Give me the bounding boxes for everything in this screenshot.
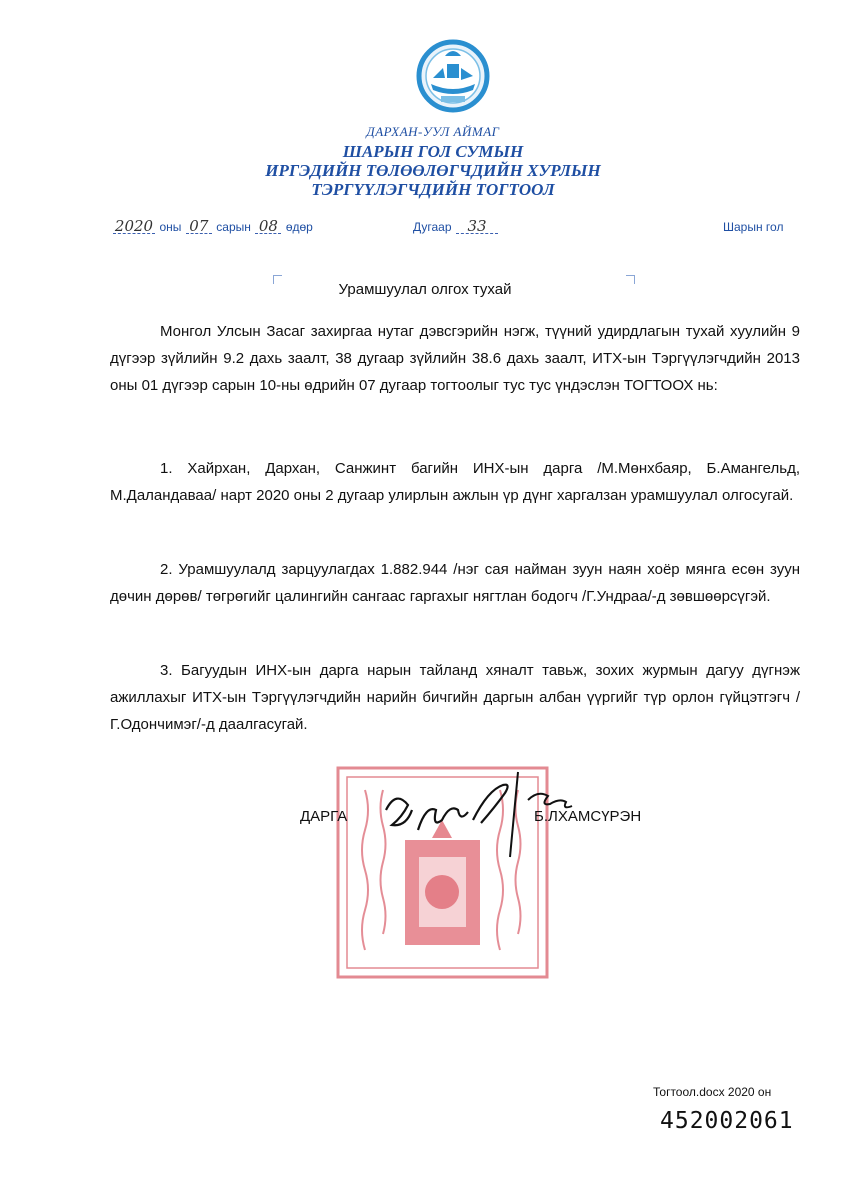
signatory-title: ДАРГА — [300, 808, 348, 825]
month-value: 07 — [186, 219, 212, 234]
resolution-item-2: 2. Урамшуулалд зарцуулагдах 1.882.944 /нэг сая найман зуун наян хоёр мянга есөн зуун дөчин дөрөв/ төгрөгийг цалингийн сангаас гаргахыг нягтлан бодогч /Г.Ундраа/-д зөвшөөрсүгэй. — [110, 561, 800, 605]
day-value: 08 — [255, 219, 281, 234]
org-line-3: ТЭРГҮҮЛЭГЧДИЙН ТОГТООЛ — [311, 180, 555, 199]
place-name: Шарын гол — [723, 220, 784, 234]
document-number: 452002061 — [660, 1108, 794, 1134]
number-line — [413, 218, 498, 236]
signatory-name: Б.ЛХАМСҮРЭН — [534, 808, 642, 825]
resolution-item-1: 1. Хайрхан, Дархан, Санжинт багийн ИНХ-ын дарга /М.Мөнхбаяр, Б.Амангельд, М.Даландаваа/ нарт 2020 оны 2 дугаар улирлын ажлын үр дүнг харгалзан урамшуулал олгосугай. — [110, 460, 800, 504]
preamble-paragraph: Монгол Улсын Засаг захиргаа нутаг дэвсгэрийн нэгж, түүний удирдлагын тухай хуулийн 9 дүгээр зүйлийн 9.2 дахь заалт, 38 дугаар зүйлийн 38.6 дахь заалт, ИТХ-ын Тэргүүлэгчдийн 2013 оны 01 дүгээр сарын 10-ны өдрийн 07 дугаар тогтоолыг тус тус үндэслэн ТОГТООХ нь: — [110, 323, 800, 394]
file-name: Тогтоол.docx 2020 он — [653, 1085, 772, 1099]
year-label: оны — [159, 220, 182, 234]
month-label: сарын — [216, 220, 251, 234]
org-line-1: ШАРЫН ГОЛ СУМЫН — [342, 142, 524, 161]
aimag-name: ДАРХАН-УУЛ АЙМАГ — [366, 124, 500, 139]
resolution-item-3: 3. Багуудын ИНХ-ын дарга нарын тайланд хяналт тавьж, зохих журмын дагуу дүгнэж ажиллахыг ИТХ-ын Тэргүүлэгчдийн нарийн бичгийн даргын албан үүргийг түр орлон гүйцэтгэгч /Г.Одончимэг/-д даалгасугай. — [110, 662, 800, 733]
handwritten-signature-icon — [378, 770, 588, 860]
day-label: өдөр — [285, 220, 313, 234]
document-title: Урамшуулал олгох тухай — [338, 281, 512, 298]
year-value: 2020 — [114, 217, 154, 235]
org-line-2: ИРГЭДИЙН ТӨЛӨӨЛӨГЧДИЙН ХУРЛЫН — [265, 161, 601, 180]
number-label: Дугаар — [413, 220, 452, 234]
date-line — [113, 218, 313, 236]
number-value: 33 — [456, 219, 498, 234]
state-emblem-icon — [415, 38, 491, 116]
